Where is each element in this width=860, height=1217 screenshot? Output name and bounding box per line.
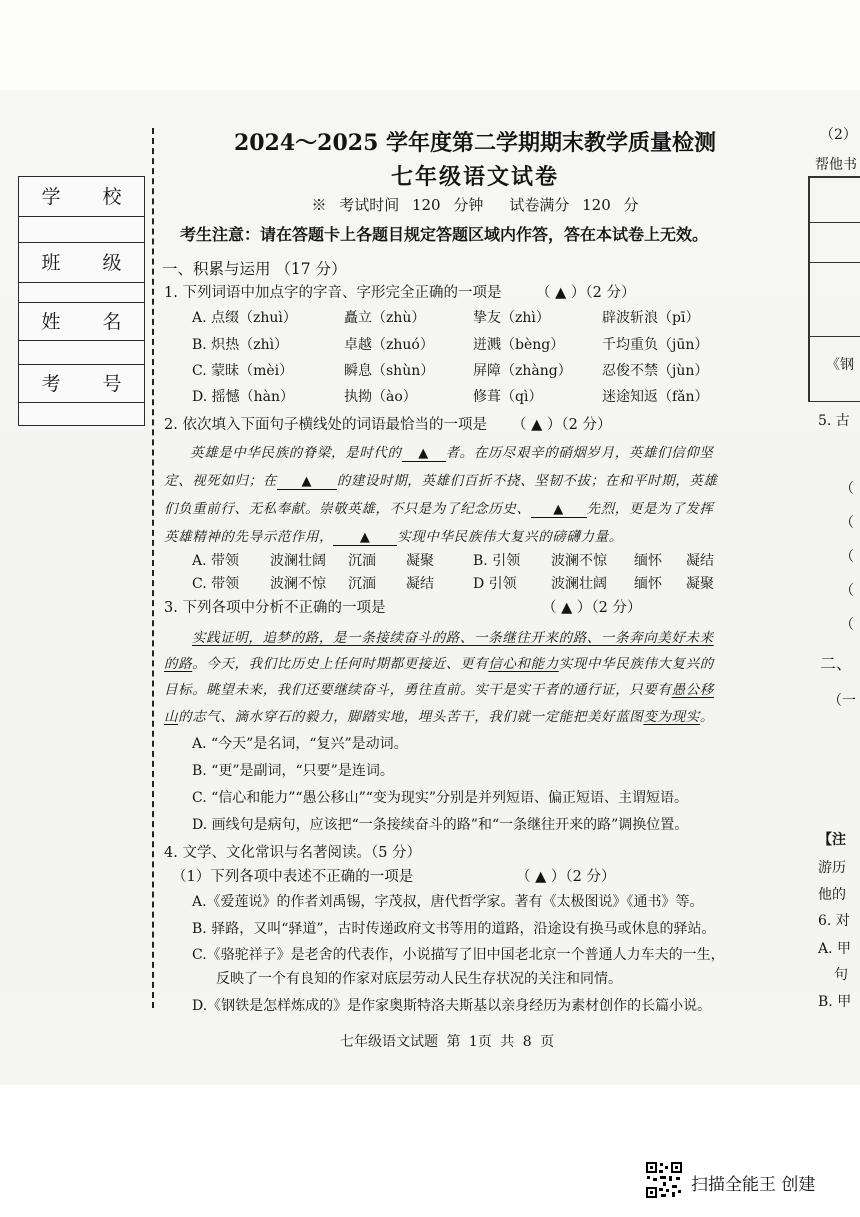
edge-text-16: A. 甲	[818, 941, 852, 957]
edge-text-7: （	[840, 549, 854, 565]
q1-optC-4: 忍俊不禁（jùn）	[602, 363, 709, 379]
q2-optC-1: C. 带领	[192, 576, 240, 592]
q2-optB-1: B. 引领	[473, 553, 521, 569]
q2-optD-1: D 引领	[473, 576, 517, 592]
q3-passage-line3: 目标。眺望未来，我们还要继续奋斗，勇往直前。实干是实干者的通行证，只要有愚公移	[164, 682, 714, 698]
exam-title: 2024～2025 学年度第二学期期末教学质量检测	[233, 130, 717, 156]
q3-option-c: C. “信心和能力”“愚公移山”“变为现实”分别是并列短语、偏正短语、主谓短语。	[192, 790, 689, 806]
q3-passage-line1: 实践证明，追梦的路，是一条接续奋斗的路、一条继往开来的路、一条奔向美好未来	[192, 630, 714, 646]
q3-passage-line2: 的路。今天，我们比历史上任何时期都更接近、更有信心和能力实现中华民族伟大复兴的	[164, 656, 714, 672]
q2-blank-1[interactable]: ▲	[402, 446, 446, 462]
q1-optC-3: 屏障（zhàng）	[473, 363, 572, 379]
exam-subtitle: 七年级语文试卷	[390, 164, 559, 190]
q2-optA-4: 凝聚	[406, 553, 434, 569]
q2-blank-2[interactable]: ▲	[277, 474, 337, 490]
q2-passage-line4: 英雄精神的先导示范作用， ▲ 实现中华民族伟大复兴的磅礴力量。	[164, 529, 623, 545]
q2-optB-4: 凝结	[686, 553, 714, 569]
scan-bottom-margin	[0, 1085, 860, 1217]
edge-table-line-2	[808, 222, 860, 223]
q4-sub1-stem: （1）下列各项中表述不正确的一项是	[172, 869, 414, 885]
exam-time: ※ 考试时间 120 分钟	[311, 196, 484, 214]
name-field[interactable]	[19, 341, 144, 365]
q2-answer-paren: （ ▲ ）（2 分）	[512, 417, 612, 433]
q3-answer-paren: （ ▲ ）（2 分）	[542, 600, 642, 616]
q2-blank-3[interactable]: ▲	[531, 502, 587, 518]
edge-table-line-3	[808, 262, 860, 263]
section1-title: 一、积累与运用 （17 分）	[162, 260, 347, 278]
q2-passage-line2: 定、视死如归；在 ▲ 的建设时期，英雄们百折不挠、坚韧不拔；在和平时期，英雄	[164, 473, 718, 489]
q4-option-c-line2: 反映了一个有良知的作家对底层劳动人民生存状况的关注和同情。	[216, 971, 622, 987]
q2-optB-2: 波澜不惊	[551, 553, 607, 569]
edge-text-2: 帮他书	[815, 157, 857, 173]
q2-passage-line1: 英雄是中华民族的脊梁，是时代的 ▲ 者。在历尽艰辛的硝烟岁月，英雄们信仰坚	[190, 445, 714, 461]
edge-text-15: 6. 对	[818, 913, 850, 929]
q1-optD-4: 迷途知返（fǎn）	[602, 389, 709, 405]
q4-option-c-line1: C.《骆驼祥子》是老舍的代表作，小说描写了旧中国老北京一个普通人力车夫的一生，	[192, 947, 725, 963]
q2-optD-2: 波澜壮阔	[551, 576, 607, 592]
q1-optA-1: A. 点缀（zhuì）	[192, 310, 297, 326]
exam-notice: 考生注意：请在答题卡上各题目规定答题区域内作答，答在本试卷上无效。	[180, 225, 709, 244]
edge-text-3: 《钢	[826, 357, 854, 373]
q2-optC-3: 沉湎	[348, 576, 376, 592]
q1-answer-paren: （ ▲ ）（2 分）	[536, 285, 636, 301]
q1-optB-4: 千均重负（jūn）	[602, 337, 709, 353]
q1-optB-1: B. 炽热（zhì）	[192, 337, 289, 353]
edge-text-10: 二、	[820, 654, 853, 673]
q1-optA-2: 矗立（zhù）	[344, 310, 426, 326]
page-footer: 七年级语文试题 第 1页 共 8 页	[340, 1034, 555, 1050]
name-label: 姓 名	[19, 303, 144, 341]
q1-optB-2: 卓越（zhuó）	[344, 337, 434, 353]
q2-stem: 2. 依次填入下面句子横线处的词语最恰当的一项是	[164, 417, 487, 433]
q3-option-b: B. “更”是副词，“只要”是连词。	[192, 763, 394, 779]
q1-optC-1: C. 蒙昧（mèi）	[192, 363, 294, 379]
q1-optD-1: D. 摇憾（hàn）	[192, 389, 295, 405]
full-score: 试卷满分 120 分	[509, 196, 639, 214]
q3-option-d: D. 画线句是病句，应该把“一条接续奋斗的路”和“一条继往开来的路”调换位置。	[192, 817, 689, 833]
edge-table-line-1	[808, 176, 860, 178]
edge-text-8: （	[840, 583, 854, 599]
edge-text-9: （	[840, 617, 854, 633]
exam-number-field[interactable]	[19, 403, 144, 425]
q1-optA-4: 辟波斩浪（pī）	[602, 310, 700, 326]
exam-info	[165, 194, 785, 215]
edge-text-18: B. 甲	[818, 994, 852, 1010]
edge-text-1: （2）	[820, 127, 857, 143]
edge-text-14: 他的	[818, 887, 846, 903]
q2-optB-3: 缅怀	[634, 553, 662, 569]
q2-optA-1: A. 带领	[192, 553, 240, 569]
q3-option-a: A. “今天”是名词，“复兴”是动词。	[192, 736, 408, 752]
q2-optD-3: 缅怀	[634, 576, 662, 592]
q4-option-b: B. 驿路，又叫“驿道”，古时传递政府文书等用的道路，沿途设有换马或休息的驿站。	[192, 921, 716, 937]
qr-code-icon	[645, 1161, 683, 1199]
q1-optC-2: 瞬息（shùn）	[344, 363, 435, 379]
q2-passage-line3: 们负重前行、无私奉献。崇敬英雄，不只是为了纪念历史、 ▲ 先烈，更是为了发挥	[164, 501, 714, 517]
q4-option-d: D.《钢铁是怎样炼成的》是作家奥斯特洛夫斯基以亲身经历为素材创作的长篇小说。	[192, 998, 712, 1014]
q1-stem: 1. 下列词语中加点字的字音、字形完全正确的一项是	[164, 285, 502, 301]
q2-blank-4[interactable]: ▲	[333, 530, 397, 546]
edge-text-13: 游历	[818, 860, 846, 876]
q2-optD-4: 凝聚	[686, 576, 714, 592]
edge-text-5: （	[840, 481, 854, 497]
edge-table-border	[808, 176, 810, 401]
q4-option-a: A.《爱莲说》的作者刘禹锡，字茂叔，唐代哲学家。著有《太极图说》《通书》等。	[192, 894, 704, 910]
q2-optA-2: 波澜壮阔	[270, 553, 326, 569]
edge-table-line-5	[808, 401, 860, 402]
binding-info-table	[18, 176, 145, 426]
q3-stem: 3. 下列各项中分析不正确的一项是	[164, 600, 386, 616]
edge-text-17: 句	[834, 967, 848, 983]
q3-passage-line4: 山的志气、滴水穿石的毅力，脚踏实地，埋头苦干，我们就一定能把美好蓝图变为现实。	[164, 709, 714, 725]
q1-optD-2: 执拗（ào）	[344, 389, 417, 405]
edge-text-4: 5. 古	[818, 413, 850, 429]
class-label: 班 级	[19, 243, 144, 283]
edge-text-6: （	[840, 515, 854, 531]
q2-optA-3: 沉湎	[348, 553, 376, 569]
q1-optB-3: 迸溅（bèng）	[473, 337, 565, 353]
q1-optA-3: 挚友（zhì）	[473, 310, 550, 326]
q4-stem: 4. 文学、文化常识与名著阅读。（5 分）	[164, 845, 422, 861]
edge-text-11: （一	[828, 693, 856, 709]
scanner-brand-watermark: 扫描全能王 创建	[691, 1175, 816, 1195]
class-field[interactable]	[19, 283, 144, 303]
q2-optC-4: 凝结	[406, 576, 434, 592]
q4-sub1-answer-paren: （ ▲ ）（2 分）	[516, 869, 616, 885]
seal-line	[152, 128, 154, 1008]
q1-optD-3: 修葺（qì）	[473, 389, 543, 405]
scan-top-margin	[0, 0, 860, 90]
exam-number-label: 考 号	[19, 365, 144, 403]
school-label: 学 校	[19, 177, 144, 217]
edge-text-12: 【注	[818, 832, 846, 848]
school-field[interactable]	[19, 217, 144, 243]
edge-table-line-4	[808, 336, 860, 337]
q2-optC-2: 波澜不惊	[270, 576, 326, 592]
